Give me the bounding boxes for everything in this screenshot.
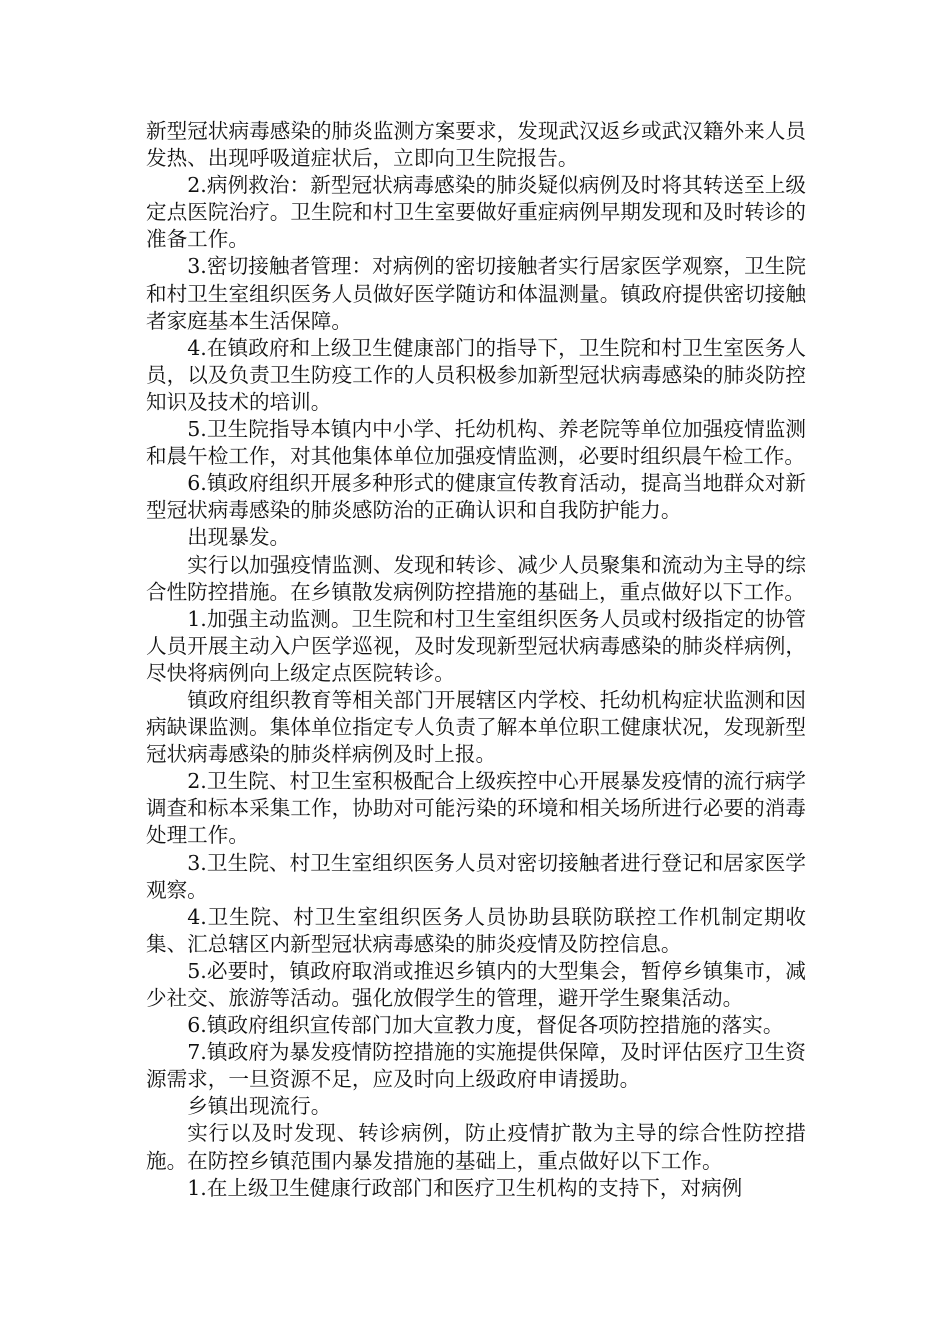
paragraph: 3.密切接触者管理：对病例的密切接触者实行居家医学观察，卫生院和村卫生室组织医务人员做好医学随访和体温测量。镇政府提供密切接触者家庭基本生活保障。 [146,254,806,333]
paragraph: 4.卫生院、村卫生室组织医务人员协助县联防联控工作机制定期收集、汇总辖区内新型冠状病毒感染的肺炎疫情及防控信息。 [146,904,806,956]
section-heading: 乡镇出现流行。 [187,1094,332,1119]
section-heading: 出现暴发。 [187,525,291,550]
document-body [146,118,806,1202]
paragraph: 实行以加强疫情监测、发现和转诊、减少人员聚集和流动为主导的综合性防控措施。在乡镇散发病例防控措施的基础上，重点做好以下工作。 [146,552,806,604]
paragraph: 3.卫生院、村卫生室组织医务人员对密切接触者进行登记和居家医学观察。 [146,850,806,902]
paragraph: 镇政府组织教育等相关部门开展辖区内学校、托幼机构症状监测和因病缺课监测。集体单位指定专人负责了解本单位职工健康状况，发现新型冠状病毒感染的肺炎样病例及时上报。 [146,687,806,767]
paragraph: 1.在上级卫生健康行政部门和医疗卫生机构的支持下，对病例 [187,1175,743,1200]
paragraph: 2.病例救治：新型冠状病毒感染的肺炎疑似病例及时将其转送至上级定点医院治疗。卫生院和村卫生室要做好重症病例早期发现和及时转诊的准备工作。 [146,173,806,252]
paragraph: 6.镇政府组织开展多种形式的健康宣传教育活动，提高当地群众对新型冠状病毒感染的肺炎感防治的正确认识和自我防护能力。 [146,471,806,523]
paragraph: 6.镇政府组织宣传部门加大宣教力度，督促各项防控措施的落实。 [187,1013,784,1038]
paragraph: 4.在镇政府和上级卫生健康部门的指导下，卫生院和村卫生室医务人员，以及负责卫生防疫工作的人员积极参加新型冠状病毒感染的肺炎防控知识及技术的培训。 [146,335,806,414]
paragraph: 新型冠状病毒感染的肺炎监测方案要求，发现武汉返乡或武汉籍外来人员发热、出现呼吸道症状后，立即向卫生院报告。 [146,119,806,171]
paragraph: 1.加强主动监测。卫生院和村卫生室组织医务人员或村级指定的协管人员开展主动入户医学巡视，及时发现新型冠状病毒感染的肺炎样病例，尽快将病例向上级定点医院转诊。 [146,606,806,685]
paragraph: 5.卫生院指导本镇内中小学、托幼机构、养老院等单位加强疫情监测和晨午检工作，对其他集体单位加强疫情监测，必要时组织晨午检工作。 [146,417,806,469]
paragraph: 5.必要时，镇政府取消或推迟乡镇内的大型集会，暂停乡镇集市，减少社交、旅游等活动。强化放假学生的管理，避开学生聚集活动。 [146,958,806,1010]
paragraph: 7.镇政府为暴发疫情防控措施的实施提供保障，及时评估医疗卫生资源需求，一旦资源不足，应及时向上级政府申请援助。 [146,1040,806,1092]
paragraph: 2.卫生院、村卫生室积极配合上级疾控中心开展暴发疫情的流行病学调查和标本采集工作，协助对可能污染的环境和相关场所进行必要的消毒处理工作。 [146,769,806,848]
paragraph: 实行以及时发现、转诊病例，防止疫情扩散为主导的综合性防控措施。在防控乡镇范围内暴发措施的基础上，重点做好以下工作。 [146,1121,806,1173]
